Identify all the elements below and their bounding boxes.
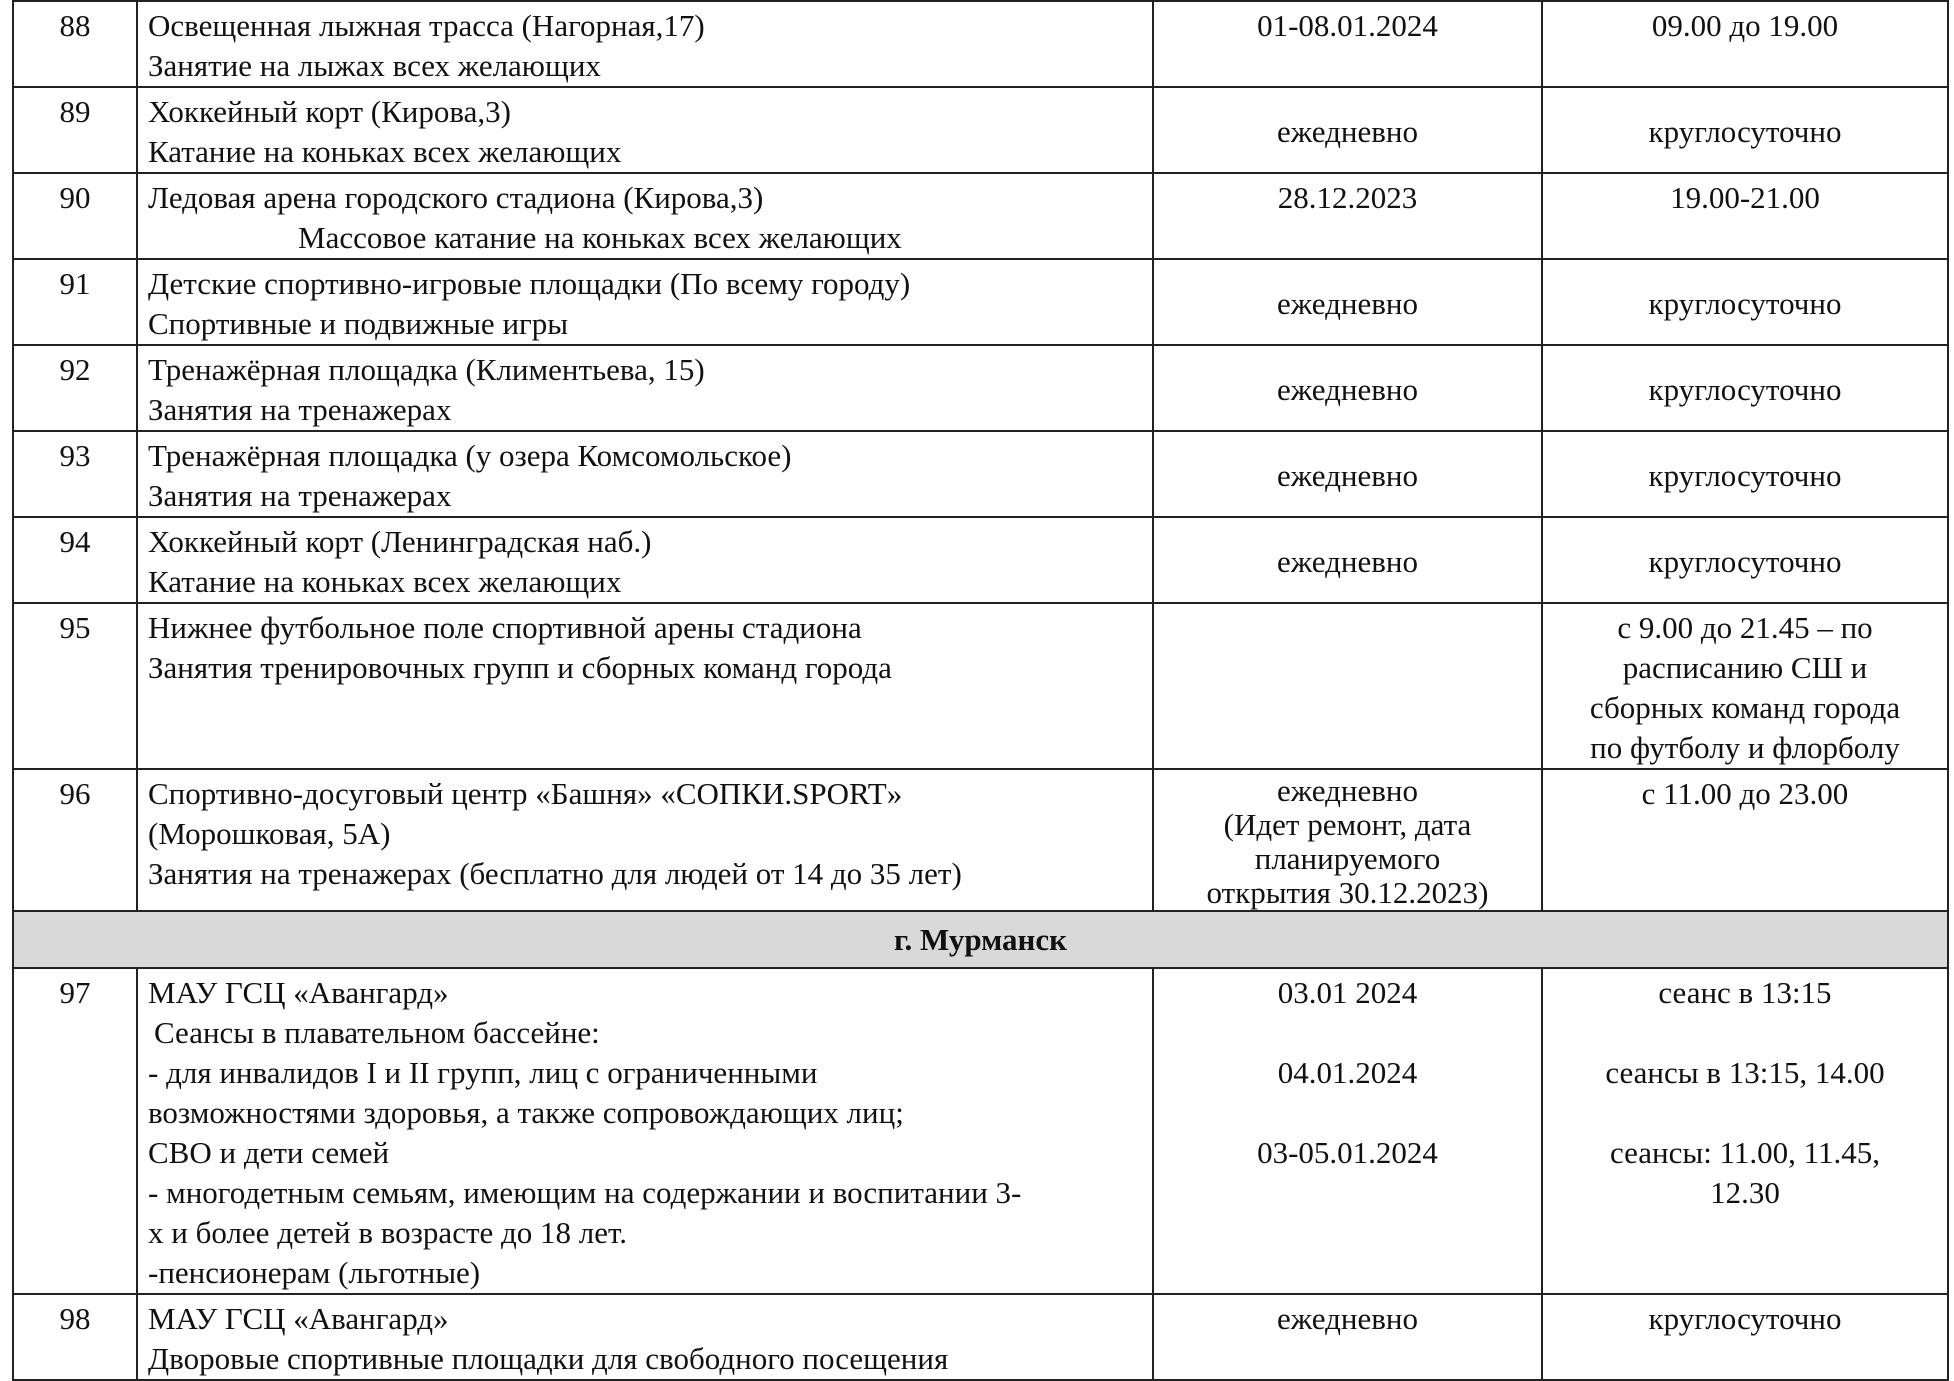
description-line: -пенсионерам (льготные) <box>148 1255 481 1290</box>
description-line: Катание на коньках всех желающих <box>148 564 622 599</box>
row-time: круглосуточно <box>1542 345 1948 431</box>
time-line: с 9.00 до 21.45 – по <box>1617 610 1873 645</box>
time-line: сеансы в 13:15, 14.00 <box>1605 1055 1885 1090</box>
description-line: х и более детей в возрасте до 18 лет. <box>148 1215 627 1250</box>
row-number: 97 <box>13 968 137 1294</box>
row-description <box>137 431 1153 517</box>
row-time <box>1542 603 1948 769</box>
description-line: Хоккейный корт (Кирова,3) <box>148 94 511 129</box>
date-line: 04.01.2024 <box>1277 1055 1418 1090</box>
row-date: ежедневно <box>1153 87 1542 173</box>
description-line: Занятие на лыжах всех желающих <box>148 48 601 83</box>
row-number: 98 <box>13 1294 137 1380</box>
time-line: 12.30 <box>1710 1175 1780 1210</box>
row-number: 88 <box>13 1 137 87</box>
description-line: МАУ ГСЦ «Авангард» <box>148 1301 449 1336</box>
description-line: Занятия на тренажерах <box>148 478 452 513</box>
time-line: сборных команд города <box>1589 690 1901 725</box>
description-line: Детские спортивно-игровые площадки (По всему городу) <box>148 266 911 301</box>
row-description <box>137 968 1153 1294</box>
time-line: расписанию СШ и <box>1622 650 1868 685</box>
section-title: г. Мурманск <box>13 911 1948 968</box>
row-description <box>137 173 1153 259</box>
row-number: 96 <box>13 769 137 911</box>
date-line: планируемого <box>1254 841 1441 876</box>
row-description <box>137 517 1153 603</box>
row-description <box>137 345 1153 431</box>
row-description <box>137 87 1153 173</box>
row-time <box>1542 968 1948 1294</box>
description-line: Катание на коньках всех желающих <box>148 134 622 169</box>
description-line: Тренажёрная площадка (Климентьева, 15) <box>148 352 705 387</box>
description-line: Массовое катание на коньках всех желающих <box>298 220 902 255</box>
row-number: 92 <box>13 345 137 431</box>
table-row <box>13 1294 1948 1380</box>
table-row <box>13 769 1948 911</box>
date-line: 03.01 2024 <box>1277 975 1418 1010</box>
description-line: Хоккейный корт (Ленинградская наб.) <box>148 524 652 559</box>
description-line: Дворовые спортивные площадки для свободного посещения <box>148 1341 949 1376</box>
table-row <box>13 517 1948 603</box>
table-row <box>13 603 1948 769</box>
row-description <box>137 769 1153 911</box>
description-line: МАУ ГСЦ «Авангард» <box>148 975 449 1010</box>
row-time: круглосуточно <box>1542 259 1948 345</box>
row-number: 94 <box>13 517 137 603</box>
row-date: ежедневно <box>1153 517 1542 603</box>
description-line: (Морошковая, 5А) <box>148 816 391 851</box>
table-row <box>13 259 1948 345</box>
description-line: Сеансы в плавательном бассейне: <box>154 1015 600 1050</box>
row-description <box>137 603 1153 769</box>
row-description <box>137 259 1153 345</box>
description-line: СВО и дети семей <box>148 1135 390 1170</box>
row-date: 28.12.2023 <box>1153 173 1542 259</box>
time-line: сеансы: 11.00, 11.45, <box>1609 1135 1881 1170</box>
date-line: (Идет ремонт, дата <box>1223 807 1472 842</box>
row-date <box>1153 603 1542 769</box>
row-number: 91 <box>13 259 137 345</box>
row-date <box>1153 769 1542 911</box>
row-date: ежедневно <box>1153 345 1542 431</box>
row-date: ежедневно <box>1153 431 1542 517</box>
row-time: круглосуточно <box>1542 431 1948 517</box>
description-line: Тренажёрная площадка (у озера Комсомольское) <box>148 438 792 473</box>
row-description <box>137 1 1153 87</box>
row-number: 93 <box>13 431 137 517</box>
description-line: возможностями здоровья, а также сопровождающих лиц; <box>148 1095 904 1130</box>
date-line: ежедневно <box>1277 773 1418 808</box>
description-line: Занятия на тренажерах <box>148 392 452 427</box>
table-row <box>13 431 1948 517</box>
description-line: Ледовая арена городского стадиона (Кирова,3) <box>148 180 764 215</box>
description-line: - для инвалидов I и II групп, лиц с ограниченными <box>148 1055 818 1090</box>
row-time: круглосуточно <box>1542 1294 1948 1380</box>
row-time: 09.00 до 19.00 <box>1542 1 1948 87</box>
row-date: ежедневно <box>1153 259 1542 345</box>
row-time: 19.00-21.00 <box>1542 173 1948 259</box>
description-line: Спортивно-досуговый центр «Башня» «СОПКИ.SPORT» <box>148 776 903 811</box>
row-number: 89 <box>13 87 137 173</box>
schedule-table <box>12 0 1949 1381</box>
row-time: круглосуточно <box>1542 517 1948 603</box>
row-description <box>137 1294 1153 1380</box>
table-row <box>13 345 1948 431</box>
row-time: с 11.00 до 23.00 <box>1542 769 1948 911</box>
description-line: Занятия на тренажерах (бесплатно для людей от 14 до 35 лет) <box>148 856 962 891</box>
row-number: 95 <box>13 603 137 769</box>
row-date: 01-08.01.2024 <box>1153 1 1542 87</box>
description-line: Нижнее футбольное поле спортивной арены стадиона <box>148 610 862 645</box>
description-line: Освещенная лыжная трасса (Нагорная,17) <box>148 8 705 43</box>
time-line: по футболу и флорболу <box>1590 730 1900 765</box>
row-date: ежедневно <box>1153 1294 1542 1380</box>
date-line: 03-05.01.2024 <box>1257 1135 1438 1170</box>
description-line: Занятия тренировочных групп и сборных команд города <box>148 650 892 685</box>
table-row <box>13 173 1948 259</box>
section-header-row <box>13 911 1948 968</box>
description-line: - многодетным семьям, имеющим на содержании и воспитании 3- <box>148 1175 1022 1210</box>
table-row <box>13 87 1948 173</box>
date-line: открытия 30.12.2023) <box>1206 875 1489 910</box>
time-line: сеанс в 13:15 <box>1658 975 1832 1010</box>
table-row <box>13 968 1948 1294</box>
row-number: 90 <box>13 173 137 259</box>
row-date <box>1153 968 1542 1294</box>
description-line: Спортивные и подвижные игры <box>148 306 569 341</box>
table-row <box>13 1 1948 87</box>
row-time: круглосуточно <box>1542 87 1948 173</box>
